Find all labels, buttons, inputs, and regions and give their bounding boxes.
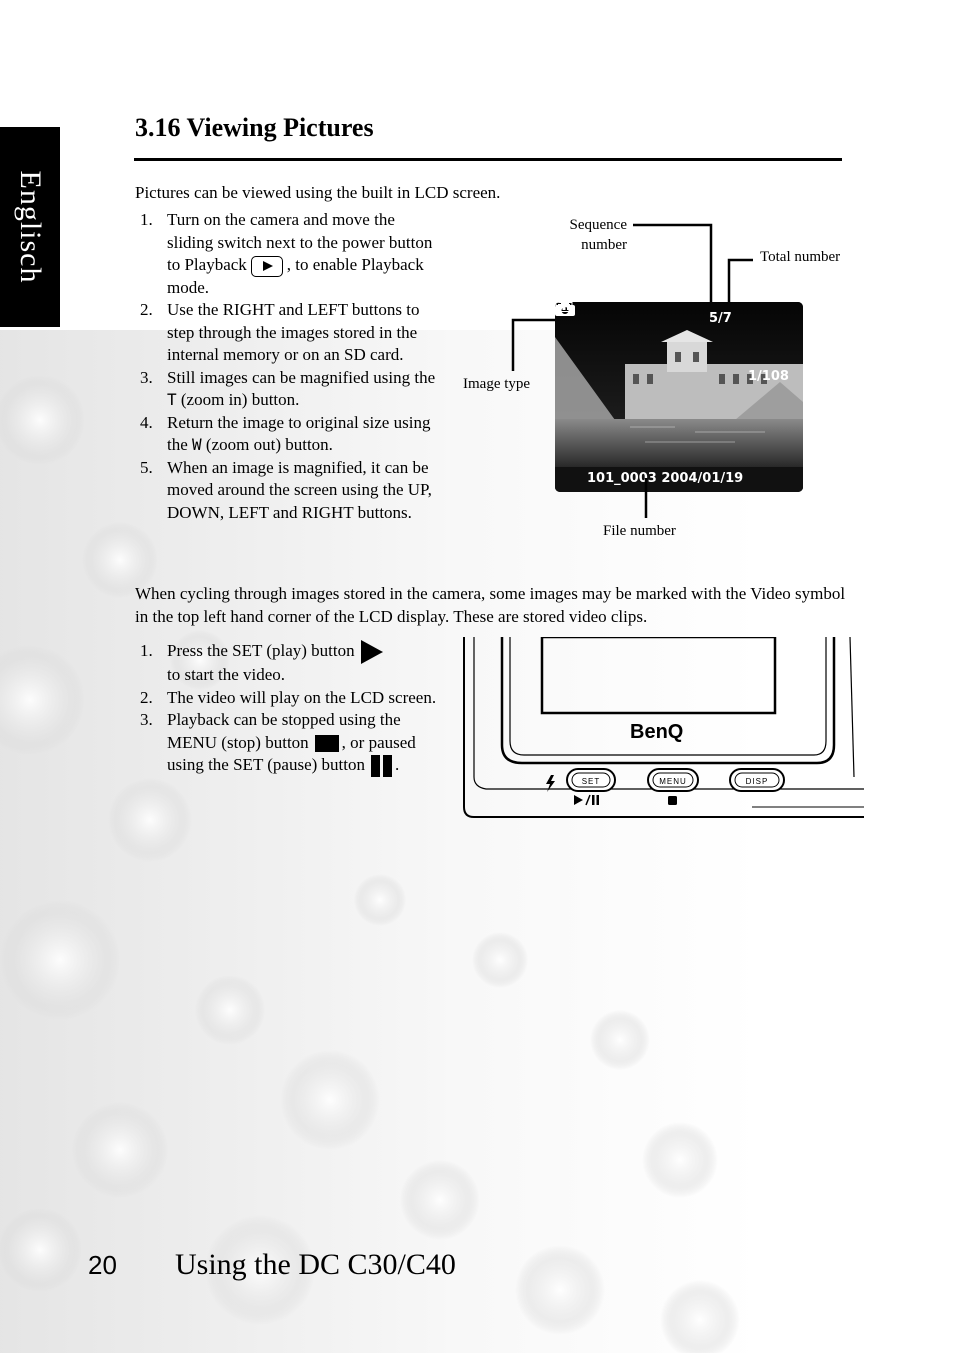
svg-text:DISP: DISP	[745, 777, 769, 786]
list-item: 1. Turn on the camera and move the sliding switch next to the power button to Playback , to enable Playback mode.	[140, 210, 433, 297]
image-type-label: Image type	[463, 376, 531, 392]
list-item: 2. Use the RIGHT and LEFT buttons to step through the images stored in the internal memory or on an SD card.	[140, 300, 420, 365]
chapter-title: Using the DC C30/C40	[175, 1248, 456, 1281]
list-item: 3. Still images can be magnified using the T (zoom in) button.	[140, 367, 436, 410]
list-item: 5. When an image is magnified, it can be moved around the screen using the UP, DOWN, LEFT and RIGHT buttons.	[140, 457, 432, 522]
list-item: 3. Playback can be stopped using the MENU (stop) button , or paused using the SET (pause) button .	[136, 709, 441, 777]
list-item: 4. Return the image to original size using the W (zoom out) button.	[140, 412, 431, 455]
svg-text:SET: SET	[581, 777, 601, 786]
list-item: 1. Press the SET (play) button to start the video.	[136, 640, 441, 687]
sequence-number-label: Sequence number	[569, 217, 627, 253]
svg-text:MENU: MENU	[659, 777, 687, 786]
language-label: Englisch	[14, 170, 47, 284]
intro-text: Pictures can be viewed using the built in LCD screen.	[135, 183, 501, 202]
zoom-out-symbol: W	[192, 435, 202, 455]
total-number-label: Total number	[760, 249, 841, 265]
sequence-number-value: 5/7	[709, 311, 732, 326]
list-item: 2. The video will play on the LCD screen.	[140, 687, 437, 707]
brand-logo: BenQ	[630, 721, 684, 743]
file-number-value: 101_0003 2004/01/19	[587, 471, 744, 486]
video-clips-text: When cycling through images stored in the camera, some images may be marked with the Video symbol in the top left hand corner of the LCD display. These are stored video clips.	[135, 584, 846, 626]
file-number-label: File number	[603, 523, 676, 539]
zoom-in-symbol: T	[167, 390, 177, 410]
total-number-value: 1/108	[748, 369, 789, 384]
page-number: 20	[88, 1250, 117, 1280]
section-title: 3.16 Viewing Pictures	[135, 113, 374, 142]
